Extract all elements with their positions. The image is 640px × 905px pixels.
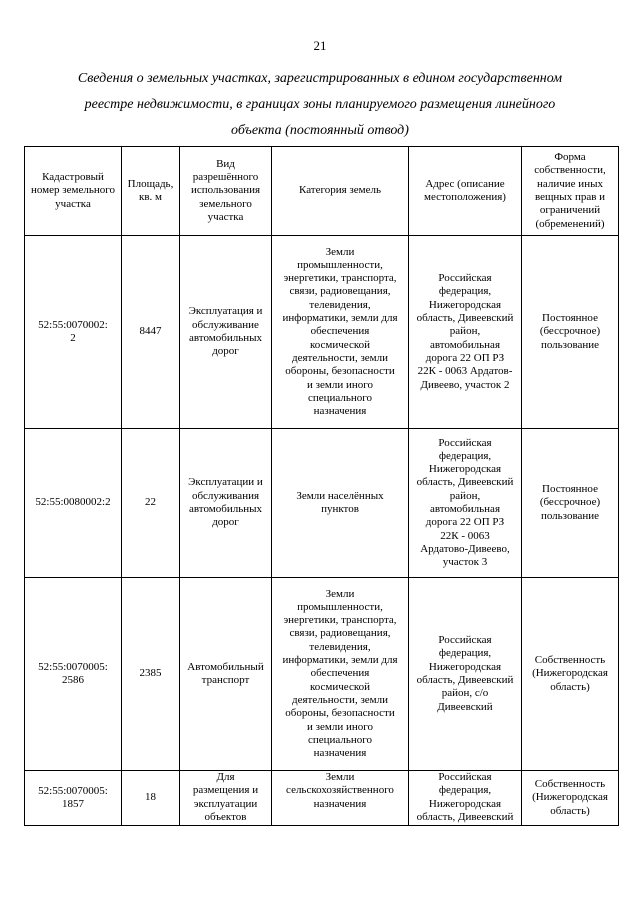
table-row: [25, 236, 619, 429]
header-ownership: Форма собственности, наличие иных вещных прав и ограничений (обременений): [522, 147, 619, 236]
land-plots-table: [24, 146, 619, 826]
cell-ownership: Собственность (Нижегородская область): [522, 578, 619, 771]
cell-address: Российская федерация, Нижегородская область, Дивеевский район, автомобильная дорога 22 ОП РЗ 22К - 0063 Ардатов- Дивеево, участок 2: [409, 236, 522, 429]
cell-area: 18: [122, 771, 180, 826]
cell-cadastral-number: 52:55:0070002: 2: [25, 236, 122, 429]
cell-land-category: Земли сельскохозяйственного назначения: [272, 771, 409, 826]
page-number: 21: [313, 38, 327, 53]
document-title: Сведения о земельных участках, зарегистрированных в едином государственном реестре недвижимости, в границах зоны планируемого размещения линейного объекта (постоянный отвод): [77, 71, 563, 138]
cell-land-category: Земли населённых пунктов: [272, 429, 409, 578]
table-header-row: [25, 147, 619, 236]
cell-land-category: Земли промышленности, энергетики, транспорта, связи, радиовещания, телевидения, информатики, земли для обеспечения космической деятельности, земли обороны, безопасности и земли иного специального назначения: [272, 578, 409, 771]
cell-address: Российская федерация, Нижегородская область, Дивеевский район, автомобильная дорога 22 ОП РЗ 22К - 0063 Ардатово-Дивеево, участок 3: [409, 429, 522, 578]
header-land-category: Категория земель: [272, 147, 409, 236]
cell-address: Российская федерация, Нижегородская область, Дивеевский: [409, 771, 522, 826]
cell-area: 22: [122, 429, 180, 578]
header-permitted-use: Вид разрешённого использования земельного участка: [180, 147, 272, 236]
cell-cadastral-number: 52:55:0070005: 1857: [25, 771, 122, 826]
cell-permitted-use: Для размещения и эксплуатации объектов: [180, 771, 272, 826]
header-address: Адрес (описание местоположения): [409, 147, 522, 236]
cell-cadastral-number: 52:55:0070005: 2586: [25, 578, 122, 771]
cell-area: 8447: [122, 236, 180, 429]
cell-cadastral-number: 52:55:0080002:2: [25, 429, 122, 578]
header-area: Площадь, кв. м: [122, 147, 180, 236]
cell-ownership: Собственность (Нижегородская область): [522, 771, 619, 826]
cell-land-category: Земли промышленности, энергетики, транспорта, связи, радиовещания, телевидения, информатики, земли для обеспечения космической деятельности, земли обороны, безопасности и земли иного специального назначения: [272, 236, 409, 429]
cell-permitted-use: Эксплуатация и обслуживание автомобильных дорог: [180, 236, 272, 429]
cell-ownership: Постоянное (бессрочное) пользование: [522, 429, 619, 578]
table-row: [25, 771, 619, 826]
cell-permitted-use: Автомобильный транспорт: [180, 578, 272, 771]
cell-address: Российская федерация, Нижегородская область, Дивеевский район, с/о Дивеевский: [409, 578, 522, 771]
cell-permitted-use: Эксплуатации и обслуживания автомобильных дорог: [180, 429, 272, 578]
header-cadastral-number: Кадастровый номер земельного участка: [25, 147, 122, 236]
table-row: [25, 578, 619, 771]
table-row: [25, 429, 619, 578]
cell-area: 2385: [122, 578, 180, 771]
cell-ownership: Постоянное (бессрочное) пользование: [522, 236, 619, 429]
